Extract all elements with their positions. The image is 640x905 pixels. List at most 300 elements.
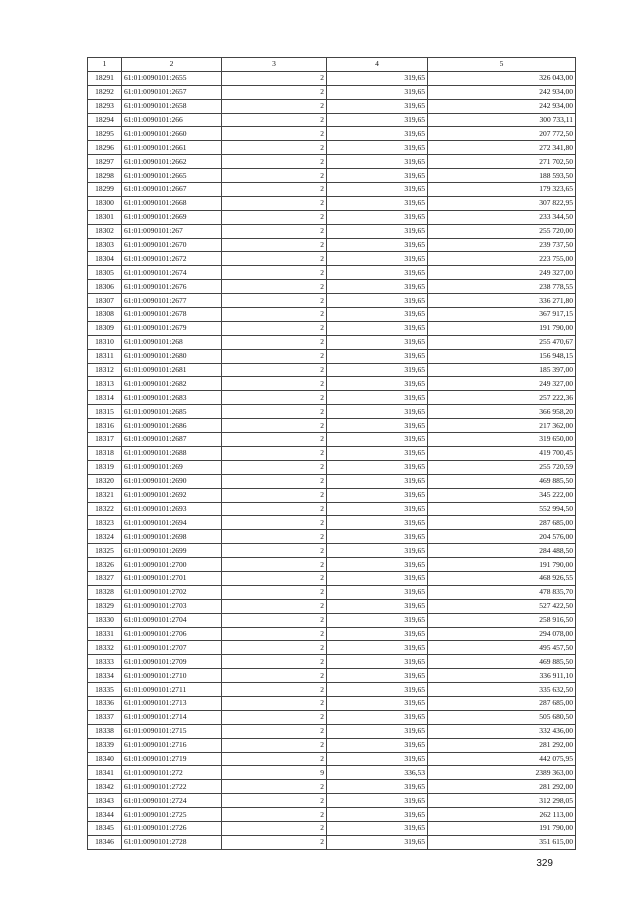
value-cell: 281 292,00 [428, 780, 576, 794]
row-number-cell: 18323 [88, 516, 122, 530]
row-number-cell: 18327 [88, 571, 122, 585]
rate-cell: 319,65 [327, 599, 428, 613]
value-cell: 345 222,00 [428, 488, 576, 502]
count-cell: 2 [222, 460, 327, 474]
count-cell: 2 [222, 224, 327, 238]
count-cell: 2 [222, 113, 327, 127]
cadastral-number-cell: 61:01:0090101:2703 [122, 599, 222, 613]
table-row [88, 710, 576, 724]
table-row [88, 224, 576, 238]
count-cell: 2 [222, 127, 327, 141]
value-cell: 469 885,50 [428, 655, 576, 669]
row-number-cell: 18324 [88, 530, 122, 544]
row-number-cell: 18297 [88, 155, 122, 169]
value-cell: 191 790,00 [428, 821, 576, 835]
value-cell: 419 700,45 [428, 446, 576, 460]
table-row [88, 433, 576, 447]
table-row [88, 530, 576, 544]
rate-cell: 319,65 [327, 252, 428, 266]
row-number-cell: 18341 [88, 766, 122, 780]
table-row [88, 127, 576, 141]
cadastral-number-cell: 61:01:0090101:2674 [122, 266, 222, 280]
count-cell: 2 [222, 808, 327, 822]
row-number-cell: 18314 [88, 391, 122, 405]
count-cell: 2 [222, 169, 327, 183]
row-number-cell: 18343 [88, 794, 122, 808]
count-cell: 2 [222, 724, 327, 738]
count-cell: 2 [222, 571, 327, 585]
value-cell: 335 632,50 [428, 683, 576, 697]
document-page [87, 57, 575, 850]
table-row [88, 183, 576, 197]
rate-cell: 319,65 [327, 349, 428, 363]
cadastral-number-cell: 61:01:0090101:2676 [122, 280, 222, 294]
row-number-cell: 18334 [88, 669, 122, 683]
count-cell: 2 [222, 835, 327, 849]
cadastral-number-cell: 61:01:0090101:2725 [122, 808, 222, 822]
rate-cell: 319,65 [327, 266, 428, 280]
value-cell: 332 436,00 [428, 724, 576, 738]
rate-cell: 319,65 [327, 627, 428, 641]
rate-cell: 319,65 [327, 419, 428, 433]
table-body [88, 71, 576, 849]
count-cell: 2 [222, 433, 327, 447]
cadastral-number-cell: 61:01:0090101:266 [122, 113, 222, 127]
cadastral-number-cell: 61:01:0090101:2715 [122, 724, 222, 738]
cadastral-number-cell: 61:01:0090101:2713 [122, 696, 222, 710]
cadastral-number-cell: 61:01:0090101:2692 [122, 488, 222, 502]
cadastral-number-cell: 61:01:0090101:2668 [122, 196, 222, 210]
row-number-cell: 18307 [88, 294, 122, 308]
value-cell: 188 593,50 [428, 169, 576, 183]
rate-cell: 319,65 [327, 516, 428, 530]
row-number-cell: 18294 [88, 113, 122, 127]
value-cell: 468 926,55 [428, 571, 576, 585]
count-cell: 2 [222, 627, 327, 641]
rate-cell: 336,53 [327, 766, 428, 780]
rate-cell: 319,65 [327, 613, 428, 627]
row-number-cell: 18345 [88, 821, 122, 835]
row-number-cell: 18342 [88, 780, 122, 794]
cadastral-number-cell: 61:01:0090101:2709 [122, 655, 222, 669]
value-cell: 281 292,00 [428, 738, 576, 752]
cadastral-number-cell: 61:01:0090101:267 [122, 224, 222, 238]
cadastral-value-table [87, 57, 576, 850]
rate-cell: 319,65 [327, 460, 428, 474]
table-row [88, 641, 576, 655]
rate-cell: 319,65 [327, 71, 428, 85]
cadastral-number-cell: 61:01:0090101:268 [122, 335, 222, 349]
row-number-cell: 18296 [88, 141, 122, 155]
count-cell: 2 [222, 488, 327, 502]
value-cell: 294 078,00 [428, 627, 576, 641]
value-cell: 223 755,00 [428, 252, 576, 266]
cadastral-number-cell: 61:01:0090101:2714 [122, 710, 222, 724]
cadastral-number-cell: 61:01:0090101:2694 [122, 516, 222, 530]
table-row [88, 280, 576, 294]
row-number-cell: 18312 [88, 363, 122, 377]
rate-cell: 319,65 [327, 391, 428, 405]
count-cell: 2 [222, 599, 327, 613]
rate-cell: 319,65 [327, 433, 428, 447]
rate-cell: 319,65 [327, 780, 428, 794]
row-number-cell: 18336 [88, 696, 122, 710]
table-row [88, 724, 576, 738]
rate-cell: 319,65 [327, 141, 428, 155]
table-row [88, 169, 576, 183]
table-row [88, 141, 576, 155]
rate-cell: 319,65 [327, 808, 428, 822]
row-number-cell: 18322 [88, 502, 122, 516]
value-cell: 255 720,59 [428, 460, 576, 474]
table-row [88, 377, 576, 391]
table-row [88, 544, 576, 558]
cadastral-number-cell: 61:01:0090101:2700 [122, 558, 222, 572]
rate-cell: 319,65 [327, 335, 428, 349]
rate-cell: 319,65 [327, 474, 428, 488]
row-number-cell: 18346 [88, 835, 122, 849]
table-row [88, 405, 576, 419]
value-cell: 478 835,70 [428, 585, 576, 599]
rate-cell: 319,65 [327, 502, 428, 516]
value-cell: 249 327,00 [428, 377, 576, 391]
cadastral-number-cell: 61:01:0090101:272 [122, 766, 222, 780]
rate-cell: 319,65 [327, 196, 428, 210]
rate-cell: 319,65 [327, 405, 428, 419]
value-cell: 204 576,00 [428, 530, 576, 544]
table-row [88, 266, 576, 280]
count-cell: 2 [222, 613, 327, 627]
count-cell: 2 [222, 335, 327, 349]
value-cell: 336 911,10 [428, 669, 576, 683]
column-header-2: 2 [122, 58, 222, 72]
value-cell: 366 958,20 [428, 405, 576, 419]
count-cell: 9 [222, 766, 327, 780]
rate-cell: 319,65 [327, 238, 428, 252]
row-number-cell: 18333 [88, 655, 122, 669]
table-row [88, 363, 576, 377]
row-number-cell: 18293 [88, 99, 122, 113]
value-cell: 258 916,50 [428, 613, 576, 627]
count-cell: 2 [222, 155, 327, 169]
cadastral-number-cell: 61:01:0090101:2682 [122, 377, 222, 391]
row-number-cell: 18291 [88, 71, 122, 85]
count-cell: 2 [222, 280, 327, 294]
row-number-cell: 18306 [88, 280, 122, 294]
row-number-cell: 18317 [88, 433, 122, 447]
cadastral-number-cell: 61:01:0090101:2669 [122, 210, 222, 224]
count-cell: 2 [222, 558, 327, 572]
rate-cell: 319,65 [327, 377, 428, 391]
rate-cell: 319,65 [327, 835, 428, 849]
rate-cell: 319,65 [327, 752, 428, 766]
cadastral-number-cell: 61:01:0090101:2683 [122, 391, 222, 405]
row-number-cell: 18335 [88, 683, 122, 697]
row-number-cell: 18299 [88, 183, 122, 197]
row-number-cell: 18309 [88, 321, 122, 335]
count-cell: 2 [222, 641, 327, 655]
cadastral-number-cell: 61:01:0090101:2726 [122, 821, 222, 835]
row-number-cell: 18328 [88, 585, 122, 599]
cadastral-number-cell: 61:01:0090101:2660 [122, 127, 222, 141]
table-row [88, 669, 576, 683]
value-cell: 287 685,00 [428, 516, 576, 530]
cadastral-number-cell: 61:01:0090101:2672 [122, 252, 222, 266]
count-cell: 2 [222, 141, 327, 155]
row-number-cell: 18311 [88, 349, 122, 363]
table-row [88, 766, 576, 780]
cadastral-number-cell: 61:01:0090101:2710 [122, 669, 222, 683]
page-number: 329 [536, 858, 553, 869]
cadastral-number-cell: 61:01:0090101:2677 [122, 294, 222, 308]
cadastral-number-cell: 61:01:0090101:2678 [122, 308, 222, 322]
value-cell: 351 615,00 [428, 835, 576, 849]
count-cell: 2 [222, 71, 327, 85]
column-header-3: 3 [222, 58, 327, 72]
rate-cell: 319,65 [327, 280, 428, 294]
table-row [88, 294, 576, 308]
value-cell: 191 790,00 [428, 558, 576, 572]
count-cell: 2 [222, 669, 327, 683]
value-cell: 442 075,95 [428, 752, 576, 766]
table-row [88, 571, 576, 585]
count-cell: 2 [222, 85, 327, 99]
rate-cell: 319,65 [327, 821, 428, 835]
table-row [88, 655, 576, 669]
cadastral-number-cell: 61:01:0090101:2702 [122, 585, 222, 599]
table-row [88, 419, 576, 433]
count-cell: 2 [222, 474, 327, 488]
value-cell: 319 650,00 [428, 433, 576, 447]
cadastral-number-cell: 61:01:0090101:2688 [122, 446, 222, 460]
rate-cell: 319,65 [327, 641, 428, 655]
rate-cell: 319,65 [327, 113, 428, 127]
column-header-4: 4 [327, 58, 428, 72]
cadastral-number-cell: 61:01:0090101:2667 [122, 183, 222, 197]
value-cell: 271 702,50 [428, 155, 576, 169]
row-number-cell: 18295 [88, 127, 122, 141]
row-number-cell: 18320 [88, 474, 122, 488]
rate-cell: 319,65 [327, 488, 428, 502]
cadastral-number-cell: 61:01:0090101:2670 [122, 238, 222, 252]
value-cell: 495 457,50 [428, 641, 576, 655]
table-row [88, 752, 576, 766]
value-cell: 300 733,11 [428, 113, 576, 127]
value-cell: 249 327,00 [428, 266, 576, 280]
count-cell: 2 [222, 516, 327, 530]
rate-cell: 319,65 [327, 210, 428, 224]
count-cell: 2 [222, 585, 327, 599]
count-cell: 2 [222, 794, 327, 808]
count-cell: 2 [222, 99, 327, 113]
row-number-cell: 18332 [88, 641, 122, 655]
table-row [88, 308, 576, 322]
row-number-cell: 18292 [88, 85, 122, 99]
table-row [88, 502, 576, 516]
count-cell: 2 [222, 419, 327, 433]
table-row [88, 238, 576, 252]
count-cell: 2 [222, 294, 327, 308]
table-row [88, 474, 576, 488]
table-row [88, 321, 576, 335]
table-row [88, 738, 576, 752]
count-cell: 2 [222, 266, 327, 280]
row-number-cell: 18318 [88, 446, 122, 460]
cadastral-number-cell: 61:01:0090101:2707 [122, 641, 222, 655]
count-cell: 2 [222, 544, 327, 558]
table-row [88, 808, 576, 822]
cadastral-number-cell: 61:01:0090101:2719 [122, 752, 222, 766]
count-cell: 2 [222, 752, 327, 766]
count-cell: 2 [222, 738, 327, 752]
table-row [88, 460, 576, 474]
table-row [88, 696, 576, 710]
value-cell: 217 362,00 [428, 419, 576, 433]
row-number-cell: 18339 [88, 738, 122, 752]
rate-cell: 319,65 [327, 655, 428, 669]
value-cell: 312 298,05 [428, 794, 576, 808]
table-row [88, 585, 576, 599]
count-cell: 2 [222, 196, 327, 210]
rate-cell: 319,65 [327, 558, 428, 572]
row-number-cell: 18340 [88, 752, 122, 766]
row-number-cell: 18329 [88, 599, 122, 613]
value-cell: 191 790,00 [428, 321, 576, 335]
rate-cell: 319,65 [327, 155, 428, 169]
table-row [88, 613, 576, 627]
row-number-cell: 18303 [88, 238, 122, 252]
table-row [88, 683, 576, 697]
cadastral-number-cell: 61:01:0090101:2706 [122, 627, 222, 641]
rate-cell: 319,65 [327, 571, 428, 585]
row-number-cell: 18344 [88, 808, 122, 822]
count-cell: 2 [222, 183, 327, 197]
table-row [88, 627, 576, 641]
cadastral-number-cell: 61:01:0090101:2690 [122, 474, 222, 488]
row-number-cell: 18325 [88, 544, 122, 558]
rate-cell: 319,65 [327, 294, 428, 308]
row-number-cell: 18313 [88, 377, 122, 391]
row-number-cell: 18301 [88, 210, 122, 224]
value-cell: 326 043,00 [428, 71, 576, 85]
table-row [88, 794, 576, 808]
value-cell: 179 323,65 [428, 183, 576, 197]
rate-cell: 319,65 [327, 446, 428, 460]
value-cell: 287 685,00 [428, 696, 576, 710]
cadastral-number-cell: 61:01:0090101:2658 [122, 99, 222, 113]
cadastral-number-cell: 61:01:0090101:2699 [122, 544, 222, 558]
cadastral-number-cell: 61:01:0090101:2681 [122, 363, 222, 377]
count-cell: 2 [222, 683, 327, 697]
row-number-cell: 18308 [88, 308, 122, 322]
value-cell: 257 222,36 [428, 391, 576, 405]
value-cell: 469 885,50 [428, 474, 576, 488]
rate-cell: 319,65 [327, 85, 428, 99]
rate-cell: 319,65 [327, 363, 428, 377]
count-cell: 2 [222, 446, 327, 460]
cadastral-number-cell: 61:01:0090101:2704 [122, 613, 222, 627]
cadastral-number-cell: 61:01:0090101:2665 [122, 169, 222, 183]
value-cell: 242 934,00 [428, 85, 576, 99]
count-cell: 2 [222, 710, 327, 724]
count-cell: 2 [222, 530, 327, 544]
count-cell: 2 [222, 780, 327, 794]
row-number-cell: 18315 [88, 405, 122, 419]
value-cell: 272 341,80 [428, 141, 576, 155]
cadastral-number-cell: 61:01:0090101:2722 [122, 780, 222, 794]
row-number-cell: 18298 [88, 169, 122, 183]
cadastral-number-cell: 61:01:0090101:2693 [122, 502, 222, 516]
rate-cell: 319,65 [327, 683, 428, 697]
column-header-1: 1 [88, 58, 122, 72]
value-cell: 552 994,50 [428, 502, 576, 516]
count-cell: 2 [222, 210, 327, 224]
table-row [88, 349, 576, 363]
value-cell: 367 917,15 [428, 308, 576, 322]
rate-cell: 319,65 [327, 169, 428, 183]
row-number-cell: 18319 [88, 460, 122, 474]
row-number-cell: 18337 [88, 710, 122, 724]
cadastral-number-cell: 61:01:0090101:2724 [122, 794, 222, 808]
row-number-cell: 18304 [88, 252, 122, 266]
count-cell: 2 [222, 821, 327, 835]
value-cell: 207 772,50 [428, 127, 576, 141]
table-row [88, 821, 576, 835]
rate-cell: 319,65 [327, 224, 428, 238]
cadastral-number-cell: 61:01:0090101:2680 [122, 349, 222, 363]
cadastral-number-cell: 61:01:0090101:2701 [122, 571, 222, 585]
rate-cell: 319,65 [327, 696, 428, 710]
row-number-cell: 18300 [88, 196, 122, 210]
cadastral-number-cell: 61:01:0090101:2728 [122, 835, 222, 849]
table-row [88, 85, 576, 99]
rate-cell: 319,65 [327, 738, 428, 752]
cadastral-number-cell: 61:01:0090101:2711 [122, 683, 222, 697]
row-number-cell: 18310 [88, 335, 122, 349]
rate-cell: 319,65 [327, 127, 428, 141]
row-number-cell: 18326 [88, 558, 122, 572]
cadastral-number-cell: 61:01:0090101:2655 [122, 71, 222, 85]
rate-cell: 319,65 [327, 530, 428, 544]
value-cell: 238 778,55 [428, 280, 576, 294]
rate-cell: 319,65 [327, 321, 428, 335]
value-cell: 255 720,00 [428, 224, 576, 238]
value-cell: 156 948,15 [428, 349, 576, 363]
rate-cell: 319,65 [327, 710, 428, 724]
cadastral-number-cell: 61:01:0090101:269 [122, 460, 222, 474]
count-cell: 2 [222, 502, 327, 516]
count-cell: 2 [222, 308, 327, 322]
table-row [88, 516, 576, 530]
table-header-row [88, 58, 576, 72]
row-number-cell: 18330 [88, 613, 122, 627]
table-row [88, 488, 576, 502]
count-cell: 2 [222, 655, 327, 669]
rate-cell: 319,65 [327, 669, 428, 683]
value-cell: 336 271,80 [428, 294, 576, 308]
value-cell: 255 470,67 [428, 335, 576, 349]
rate-cell: 319,65 [327, 99, 428, 113]
table-row [88, 196, 576, 210]
rate-cell: 319,65 [327, 544, 428, 558]
count-cell: 2 [222, 696, 327, 710]
row-number-cell: 18305 [88, 266, 122, 280]
table-row [88, 155, 576, 169]
cadastral-number-cell: 61:01:0090101:2685 [122, 405, 222, 419]
table-row [88, 252, 576, 266]
rate-cell: 319,65 [327, 585, 428, 599]
rate-cell: 319,65 [327, 724, 428, 738]
